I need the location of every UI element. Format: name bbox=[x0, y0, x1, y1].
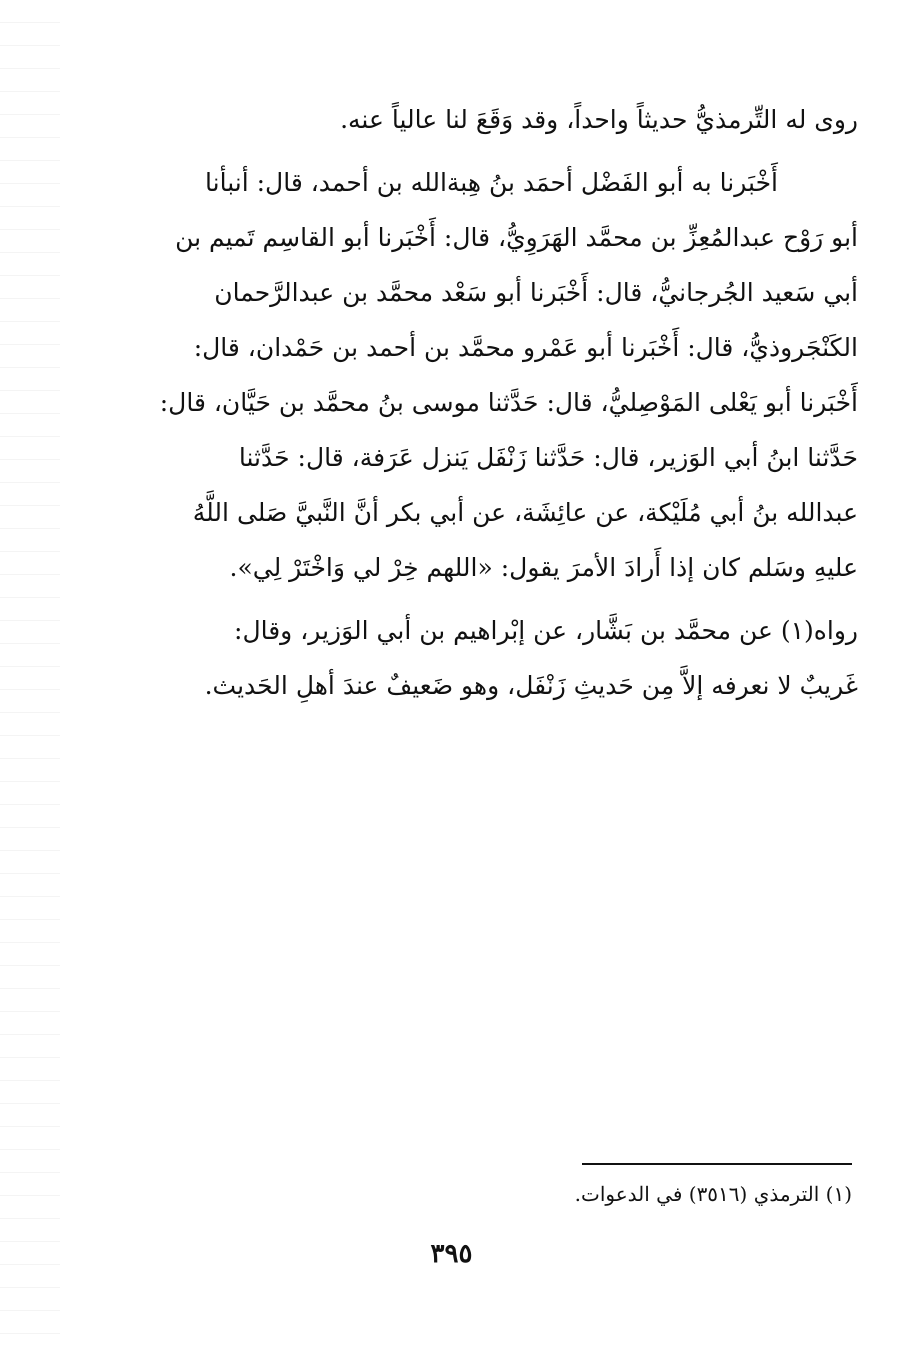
footnote: (١) الترمذي (٣٥١٦) في الدعوات. bbox=[574, 1182, 852, 1206]
paragraph-narration bbox=[140, 92, 858, 147]
footnote-divider bbox=[582, 1163, 852, 1165]
text-line: رواه(١) عن محمَّد بن بَشَّار، عن إبْراهيم بن أبي الوَزير، وقال: bbox=[234, 616, 858, 645]
scan-margin-noise bbox=[0, 0, 60, 1346]
text-line: غَريبٌ لا نعرفه إلاَّ مِن حَديثِ زَنْفَل، وهو ضَعيفٌ عندَ أهلِ الحَديث. bbox=[204, 671, 858, 700]
text-line: أَخْبَرنا أبو يَعْلى المَوْصِليُّ، قال: حَدَّثنا موسى بنُ محمَّد بن حَيَّان، قال: bbox=[159, 388, 858, 417]
text-line: أبي سَعيد الجُرجانيُّ، قال: أَخْبَرنا أبو سَعْد محمَّد بن عبدالرَّحمان bbox=[214, 278, 858, 307]
text-line: روى له التِّرمذيُّ حديثاً واحداً، وقد وَقَعَ لنا عالياً عنه. bbox=[340, 105, 858, 134]
text-line: الكَنْجَروذيُّ، قال: أَخْبَرنا أبو عَمْرو محمَّد بن أحمد بن حَمْدان، قال: bbox=[193, 333, 858, 362]
text-line: أبو رَوْح عبدالمُعِزِّ بن محمَّد الهَرَوِيُّ، قال: أَخْبَرنا أبو القاسِم تَميم بن bbox=[175, 223, 858, 252]
page-number: ٣٩٥ bbox=[430, 1239, 473, 1269]
text-line: عليهِ وسَلم كان إذا أَرادَ الأمرَ يقول: «اللهم خِرْ لي وَاخْتَرْ لِي». bbox=[229, 553, 858, 582]
paragraph-takhrij bbox=[140, 603, 858, 713]
text-line: عبدالله بنُ أبي مُلَيْكة، عن عائِشَة، عن أبي بكر أنَّ النَّبيَّ صَلى اللَّهُ bbox=[192, 498, 858, 527]
paragraph-isnad bbox=[140, 155, 858, 595]
text-line: أَخْبَرنا به أبو الفَضْل أحمَد بنُ هِبةالله بن أحمد، قال: أنبأنا bbox=[205, 168, 778, 197]
text-line: حَدَّثنا ابنُ أبي الوَزير، قال: حَدَّثنا زَنْفَل يَنزل عَرَفة، قال: حَدَّثنا bbox=[238, 443, 858, 472]
main-text bbox=[140, 92, 858, 713]
